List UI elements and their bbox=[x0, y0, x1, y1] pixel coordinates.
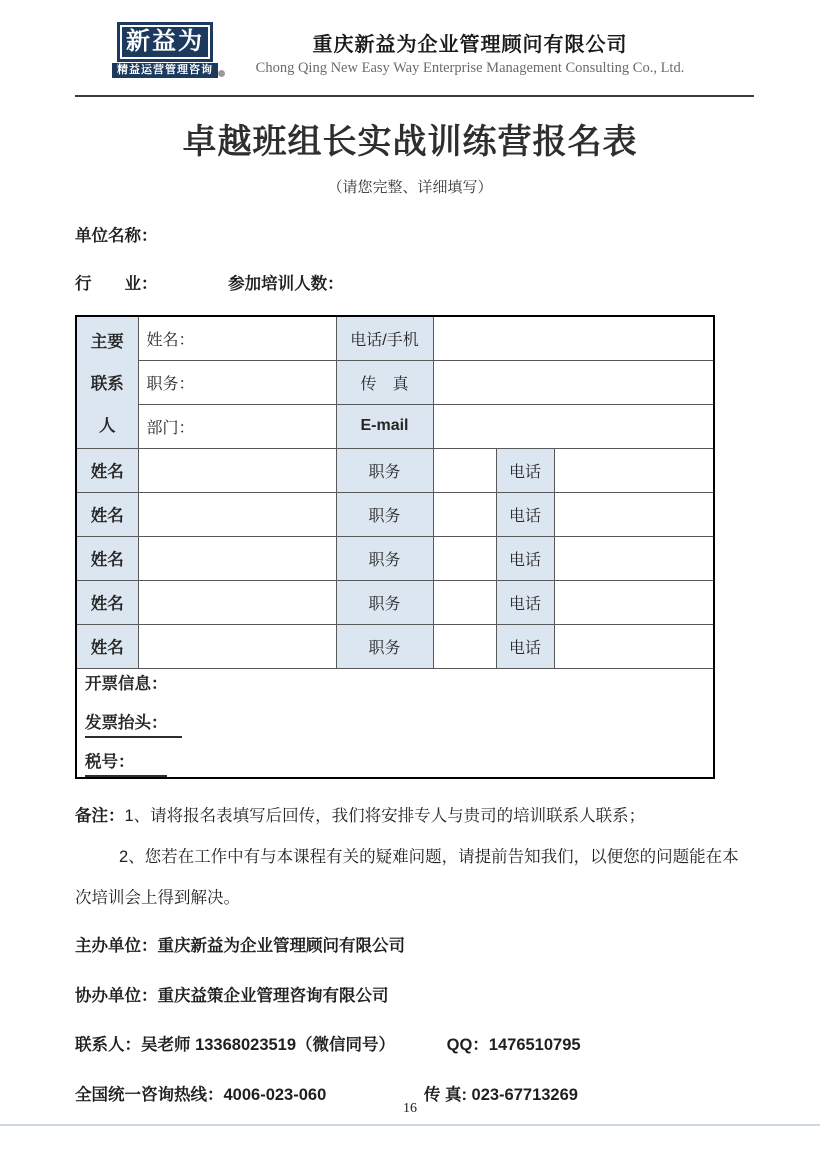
main-contact-line1: 主要 bbox=[90, 333, 124, 352]
attendee-phone-input-cell[interactable] bbox=[554, 536, 714, 580]
attendee-title-input-cell[interactable] bbox=[433, 580, 496, 624]
attendee-phone-input-cell[interactable] bbox=[554, 448, 714, 492]
industry-label: 行 业： bbox=[75, 275, 158, 293]
notes bbox=[75, 796, 754, 919]
attendee-phone-label: 电话 bbox=[496, 448, 554, 492]
attendee-name-input-cell[interactable] bbox=[138, 448, 336, 492]
logo-main-text: 新益为 bbox=[120, 25, 210, 59]
hotline-number: 全国统一咨询热线：4006-023-060 bbox=[75, 1085, 327, 1104]
attendee-name-input-cell[interactable] bbox=[138, 492, 336, 536]
attendee-name-input-cell[interactable] bbox=[138, 624, 336, 668]
attendee-title-label: 职务 bbox=[336, 492, 433, 536]
phone-mobile-label: 电话/手机 bbox=[336, 316, 433, 360]
table-row-contact-3 bbox=[76, 404, 714, 448]
company-logo bbox=[112, 22, 218, 78]
attendee-title-label: 职务 bbox=[336, 580, 433, 624]
attendee-name-label: 姓名 bbox=[76, 624, 138, 668]
contact-line bbox=[75, 1031, 754, 1055]
attendee-name-label: 姓名 bbox=[76, 536, 138, 580]
table-row-attendee-1 bbox=[76, 448, 714, 492]
attendee-phone-label: 电话 bbox=[496, 492, 554, 536]
contact-qq: QQ：1476510795 bbox=[446, 1035, 581, 1054]
company-name-cn: 重庆新益为企业管理顾问有限公司 bbox=[312, 34, 628, 56]
attendee-name-input-cell[interactable] bbox=[138, 580, 336, 624]
notes-item1: 1、请将报名表填写后回传，我们将安排专人与贵司的培训联系人联系； bbox=[124, 806, 646, 825]
company-name-en: Chong Qing New Easy Way Enterprise Management Consulting Co., Ltd. bbox=[255, 60, 685, 76]
attendee-phone-label: 电话 bbox=[496, 580, 554, 624]
logo-box bbox=[117, 22, 213, 62]
invoice-title-label[interactable]: 发票抬头： bbox=[85, 710, 182, 738]
notes-item2-line2: 次培训会上得到解决。 bbox=[75, 888, 240, 907]
header bbox=[0, 0, 820, 94]
attendee-title-input-cell[interactable] bbox=[433, 448, 496, 492]
contact-person: 联系人：吴老师 13368023519（微信同号） bbox=[75, 1035, 396, 1054]
fax-label: 传 真 bbox=[336, 360, 433, 404]
attendee-title-label: 职务 bbox=[336, 624, 433, 668]
invoice-tax-label[interactable]: 税号： bbox=[85, 749, 167, 777]
fax-number: 传 真: 023-67713269 bbox=[423, 1085, 578, 1104]
registration-table bbox=[75, 315, 715, 779]
email-input-cell[interactable] bbox=[433, 404, 714, 448]
page-number: 16 bbox=[403, 1101, 417, 1116]
invoice-info-label[interactable]: 开票信息： bbox=[85, 674, 168, 693]
attendee-phone-input-cell[interactable] bbox=[554, 492, 714, 536]
table-row-attendee-4 bbox=[76, 580, 714, 624]
attendee-title-label: 职务 bbox=[336, 536, 433, 580]
contact-title-field[interactable]: 职务： bbox=[138, 360, 336, 404]
attendee-name-label: 姓名 bbox=[76, 492, 138, 536]
contact-dept-field[interactable]: 部门： bbox=[138, 404, 336, 448]
host-organizer: 主办单位：重庆新益为企业管理顾问有限公司 bbox=[75, 936, 405, 955]
table-row-invoice bbox=[76, 668, 714, 778]
attendee-phone-input-cell[interactable] bbox=[554, 580, 714, 624]
industry-line bbox=[75, 270, 754, 294]
main-contact-line2: 联系 bbox=[90, 375, 124, 394]
footer-divider bbox=[0, 1124, 820, 1126]
table-row-contact-2 bbox=[76, 360, 714, 404]
contact-name-field[interactable]: 姓名： bbox=[138, 316, 336, 360]
table-row-attendee-3 bbox=[76, 536, 714, 580]
table-row-contact-1 bbox=[76, 316, 714, 360]
table-row-attendee-5 bbox=[76, 624, 714, 668]
content bbox=[0, 222, 820, 1105]
main-contact-header bbox=[76, 316, 138, 448]
participants-label: 参加培训人数： bbox=[228, 275, 344, 293]
header-divider bbox=[75, 95, 754, 97]
attendee-name-input-cell[interactable] bbox=[138, 536, 336, 580]
attendee-name-label: 姓名 bbox=[76, 580, 138, 624]
table-row-attendee-2 bbox=[76, 492, 714, 536]
email-label: E-mail bbox=[336, 404, 433, 448]
page-title: 卓越班组长实战训练营报名表 bbox=[182, 123, 638, 161]
attendee-title-input-cell[interactable] bbox=[433, 536, 496, 580]
notes-label: 备注： bbox=[75, 806, 125, 825]
company-name-label: 单位名称： bbox=[75, 227, 158, 245]
fax-input-cell[interactable] bbox=[433, 360, 714, 404]
main-contact-line3: 人 bbox=[99, 417, 116, 436]
logo-dot-icon bbox=[218, 70, 225, 77]
attendee-phone-label: 电话 bbox=[496, 536, 554, 580]
attendee-phone-label: 电话 bbox=[496, 624, 554, 668]
attendee-title-input-cell[interactable] bbox=[433, 624, 496, 668]
co-organizer: 协办单位：重庆益策企业管理咨询有限公司 bbox=[75, 986, 389, 1005]
attendee-name-label: 姓名 bbox=[76, 448, 138, 492]
attendee-title-label: 职务 bbox=[336, 448, 433, 492]
phone-mobile-input-cell[interactable] bbox=[433, 316, 714, 360]
invoice-cell bbox=[76, 668, 714, 778]
attendee-phone-input-cell[interactable] bbox=[554, 624, 714, 668]
company-name-line bbox=[75, 222, 754, 246]
page-subtitle: （请您完整、详细填写） bbox=[327, 179, 493, 196]
notes-item2-line1: 2、您若在工作中有与本课程有关的疑难问题，请提前告知我们，以便您的问题能在本 bbox=[119, 847, 739, 866]
logo-sub-text: 精益运营管理咨询 bbox=[112, 63, 218, 78]
attendee-title-input-cell[interactable] bbox=[433, 492, 496, 536]
